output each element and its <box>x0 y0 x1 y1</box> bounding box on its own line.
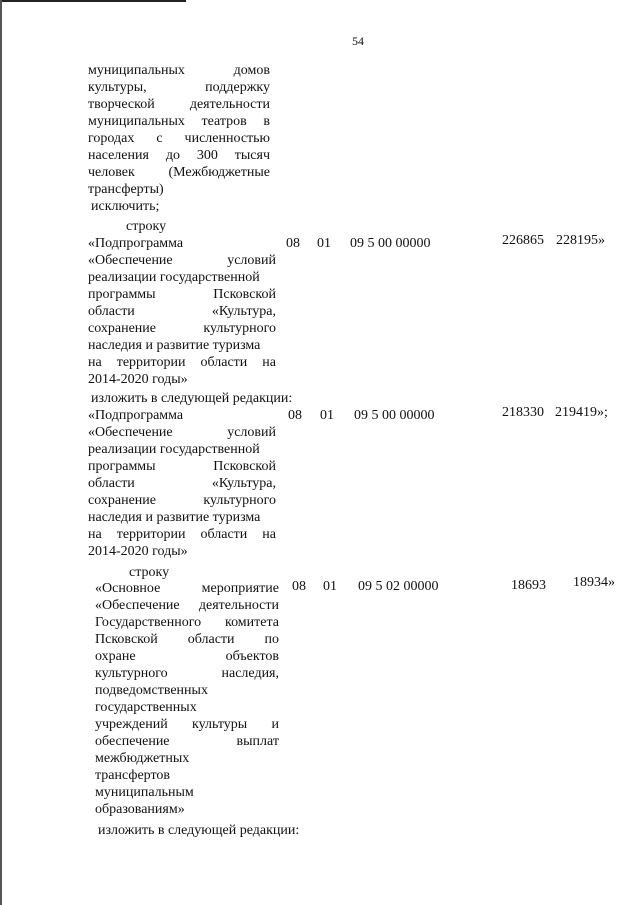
section-code: 08 <box>286 236 300 251</box>
text-line: реализации государственной <box>88 270 260 285</box>
text-line: сохранение культурного <box>88 493 276 508</box>
text-line: на территории области на <box>88 527 276 542</box>
text-line: муниципальных домов <box>88 63 270 78</box>
amount-value: 219419»; <box>555 405 608 420</box>
text-line: на территории области на <box>88 355 276 370</box>
subsection-code: 01 <box>323 579 337 594</box>
text-line: творческой деятельности <box>88 97 270 112</box>
text-line: «Подпрограмма <box>88 236 184 251</box>
text-line: «Подпрограмма <box>88 408 184 423</box>
page-number: 54 <box>352 34 364 48</box>
text-line: наследия и развитие туризма <box>88 510 261 525</box>
subsection-code: 01 <box>317 236 331 251</box>
target-code: 09 5 00 00000 <box>354 408 435 423</box>
text-line: «Основное мероприятие <box>95 581 279 596</box>
instruction-text: изложить в следующей редакции: <box>91 391 293 406</box>
text-line: муниципальных театров в <box>88 114 270 129</box>
target-code: 09 5 02 00000 <box>358 579 439 594</box>
text-line: сохранение культурного <box>88 321 276 336</box>
text-line: реализации государственной <box>88 442 260 457</box>
text-line: «Обеспечение деятельности <box>95 598 279 613</box>
text-line: Псковской области по <box>95 632 279 647</box>
text-line: 2014-2020 годы» <box>88 372 188 387</box>
text-line: муниципальным <box>95 785 194 800</box>
amount-value: 226865 <box>502 233 544 248</box>
instruction-text: исключить; <box>91 199 160 214</box>
text-line: городах с численностью <box>88 131 270 146</box>
text-line: наследия и развитие туризма <box>88 338 261 353</box>
text-line: 2014-2020 годы» <box>88 544 188 559</box>
text-line: Государственного комитета <box>95 615 279 630</box>
text-line: государственных <box>95 700 197 715</box>
scan-edge-left <box>0 0 2 905</box>
text-line: области «Культура, <box>88 476 276 491</box>
intro-text: строку <box>129 565 170 580</box>
intro-text: строку <box>126 219 167 234</box>
text-line: охране объектов <box>95 649 279 664</box>
scan-edge-top <box>0 0 186 2</box>
amount-value: 218330 <box>502 405 544 420</box>
amount-value: 228195» <box>556 233 605 248</box>
text-line: программы Псковской <box>88 459 276 474</box>
text-line: «Обеспечение условий <box>88 425 276 440</box>
text-line: трансфертов <box>95 768 171 783</box>
text-line: культурного наследия, <box>95 666 279 681</box>
subsection-code: 01 <box>320 408 334 423</box>
text-line: области «Культура, <box>88 304 276 319</box>
text-line: «Обеспечение условий <box>88 253 276 268</box>
text-line: населения до 300 тысяч <box>88 148 270 163</box>
text-line: учреждений культуры и <box>95 717 279 732</box>
text-line: культуры, поддержку <box>88 80 270 95</box>
amount-value: 18693 <box>511 578 546 593</box>
text-line: человек (Межбюджетные <box>88 165 270 180</box>
target-code: 09 5 00 00000 <box>350 236 431 251</box>
text-line: трансферты) <box>88 182 164 197</box>
text-line: образованиям» <box>95 802 185 817</box>
instruction-text: изложить в следующей редакции: <box>98 823 300 838</box>
text-line: обеспечение выплат <box>95 734 279 749</box>
amount-value: 18934» <box>573 575 615 590</box>
section-code: 08 <box>292 579 306 594</box>
text-line: подведомственных <box>95 683 208 698</box>
text-line: программы Псковской <box>88 287 276 302</box>
text-line: межбюджетных <box>95 751 190 766</box>
section-code: 08 <box>288 408 302 423</box>
